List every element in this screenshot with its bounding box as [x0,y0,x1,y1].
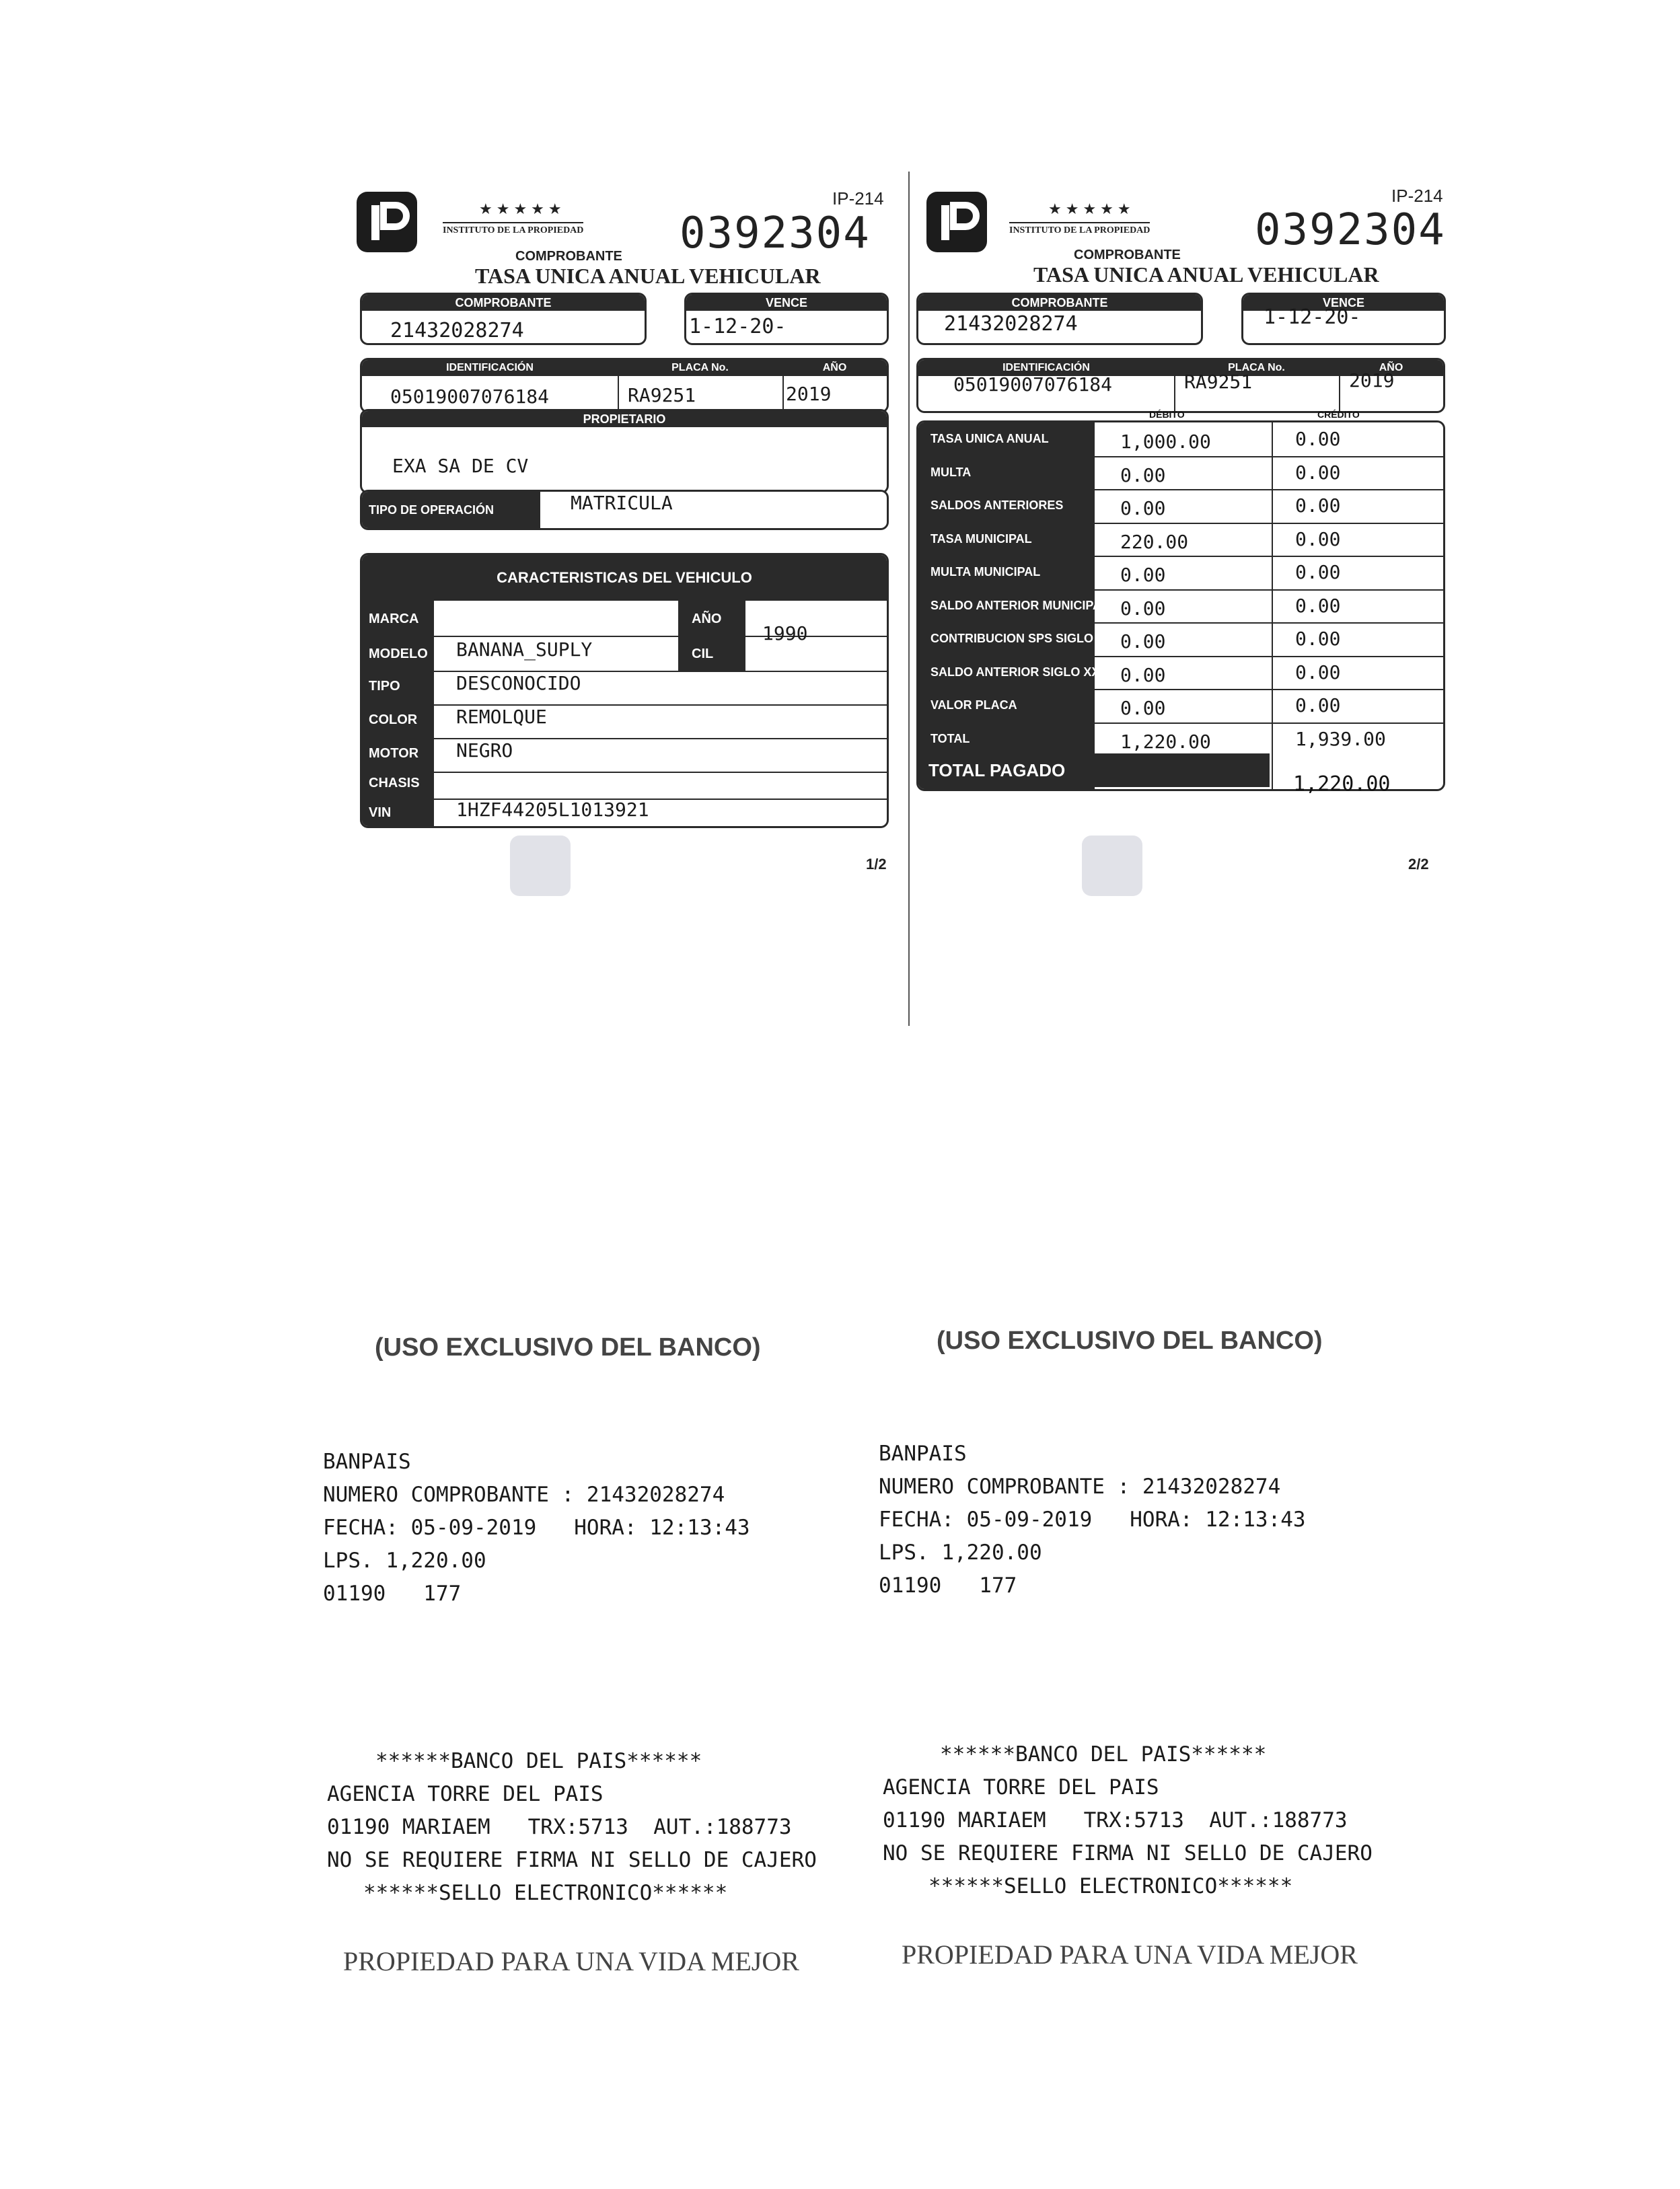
fee-row-credit: 0.00 [1295,528,1341,550]
serial-number: 0392304 [680,209,871,258]
stars-icon: ★★★★★ [479,200,566,217]
ip-logo-icon [357,192,417,252]
receipt-number: NUMERO COMPROBANTE : 21432028274 [323,1483,725,1507]
fee-row-debit: 0.00 [1120,697,1166,719]
tipo-value: DESCONOCIDO [456,672,581,694]
fee-row-debit: 0.00 [1120,464,1166,486]
fee-row-debit: 0.00 [1120,497,1166,519]
fee-row-debit: 1,220.00 [1120,731,1211,753]
receipt-bank-banner: ******BANCO DEL PAIS****** [940,1742,1267,1767]
tipo-operacion-box [360,490,889,530]
fee-row-debit: 0.00 [1120,664,1166,686]
vin-label: VIN [369,805,392,820]
institute-name: INSTITUTO DE LA PROPIEDAD [1009,222,1150,236]
comprobante-value: 21432028274 [390,319,524,342]
identificacion-box [360,358,889,413]
fee-row-credit: 0.00 [1295,428,1341,450]
propietario-label: PROPIETARIO [362,411,887,427]
identificacion-value: 05019007076184 [953,373,1113,396]
credito-label: CRÉDITO [1317,409,1360,420]
receipt-electronic-seal: ******SELLO ELECTRONICO****** [363,1881,728,1905]
propietario-box [360,409,889,494]
modelo-value: BANANA_SUPLY [456,638,593,661]
fee-table [916,420,1445,791]
ano-label: AÑO [1379,362,1403,373]
watermark-logo-icon [510,836,571,896]
page-number: 2/2 [1408,856,1429,873]
comprobante-label: COMPROBANTE [918,295,1201,311]
identificacion-label: IDENTIFICACIÓN [446,362,534,373]
total-pagado-label: TOTAL PAGADO [928,760,1066,780]
form-code: IP-214 [1391,186,1443,206]
comprobante-value: 21432028274 [944,312,1078,336]
marca-label: MARCA [369,611,419,626]
fee-row-credit: 0.00 [1295,561,1341,583]
fee-row-credit: 1,939.00 [1295,728,1386,750]
fee-row-credit: 0.00 [1295,461,1341,484]
fee-row-credit: 0.00 [1295,694,1341,716]
fee-row-credit: 0.00 [1295,628,1341,650]
fee-row-debit: 0.00 [1120,597,1166,620]
fee-row-label: SALDOS ANTERIORES [930,498,1064,512]
caracteristicas-box [360,553,889,828]
placa-value: RA9251 [628,384,696,406]
comprobante-caption: COMPROBANTE [515,249,622,264]
ano-vehiculo-value: 1990 [762,622,808,644]
fee-row-label: SALDO ANTERIOR SIGLO XXI [930,665,1103,679]
document-title: TASA UNICA ANUAL VEHICULAR [1033,262,1379,287]
receipt-date-time: FECHA: 05-09-2019 HORA: 12:13:43 [879,1508,1306,1532]
receipt-agency: AGENCIA TORRE DEL PAIS [327,1782,604,1806]
vence-box [684,293,889,345]
ip-logo-icon [926,192,987,252]
fee-row-label: SALDO ANTERIOR MUNICIPAL [930,599,1109,612]
receipt-transaction: 01190 MARIAEM TRX:5713 AUT.:188773 [327,1815,792,1839]
receipt-amount: LPS. 1,220.00 [879,1541,1042,1565]
vence-value: 1-12-20- [1264,305,1361,329]
receipt-number: NUMERO COMPROBANTE : 21432028274 [879,1475,1281,1499]
fee-row-credit: 0.00 [1295,494,1341,517]
fee-row-debit: 0.00 [1120,564,1166,586]
document-title: TASA UNICA ANUAL VEHICULAR [475,264,821,288]
ano-value: 2019 [786,383,832,405]
slogan-footer: PROPIEDAD PARA UNA VIDA MEJOR [343,1946,799,1976]
modelo-label: MODELO [369,646,428,661]
receipt-signature-note: NO SE REQUIERE FIRMA NI SELLO DE CAJERO [883,1841,1373,1865]
fee-row-label: MULTA MUNICIPAL [930,565,1041,579]
vence-label: VENCE [686,295,887,311]
vence-box [1241,293,1446,345]
ano-vehiculo-label: AÑO [692,611,722,626]
receipt-codes: 01190 177 [323,1582,462,1606]
ano-value: 2019 [1349,369,1395,392]
fee-row-credit: 0.00 [1295,661,1341,683]
fee-row-label: MULTA [930,466,972,479]
receipt-transaction: 01190 MARIAEM TRX:5713 AUT.:188773 [883,1808,1348,1832]
tipo-label: TIPO [369,679,400,694]
bank-name: BANPAIS [879,1442,967,1466]
fee-row-label: VALOR PLACA [930,698,1017,712]
coupon-divider [908,172,910,1026]
fee-row-label: CONTRIBUCION SPS SIGLO XXI [930,632,1117,645]
total-pagado-value: 1,220.00 [1293,772,1391,796]
receipt-amount: LPS. 1,220.00 [323,1549,486,1573]
comprobante-caption: COMPROBANTE [1074,248,1181,262]
fee-row-label: TASA MUNICIPAL [930,532,1032,546]
identificacion-box [916,358,1445,413]
placa-label: PLACA No. [671,362,729,373]
fee-row-debit: 0.00 [1120,630,1166,653]
receipt-signature-note: NO SE REQUIERE FIRMA NI SELLO DE CAJERO [327,1848,817,1872]
cil-label: CIL [692,646,714,661]
chasis-label: CHASIS [369,776,420,790]
caracteristicas-title: CARACTERISTICAS DEL VEHICULO [362,555,887,601]
form-code: IP-214 [832,188,884,209]
propietario-value: EXA SA DE CV [392,455,529,477]
motor-value: NEGRO [456,739,513,762]
bank-use-heading: (USO EXCLUSIVO DEL BANCO) [375,1333,761,1362]
tipo-operacion-value: MATRICULA [571,492,673,514]
identificacion-value: 05019007076184 [390,385,550,408]
fee-row-debit: 220.00 [1120,531,1189,553]
page-number: 1/2 [866,856,887,873]
comprobante-label: COMPROBANTE [362,295,645,311]
color-value: REMOLQUE [456,706,547,728]
slogan-footer: PROPIEDAD PARA UNA VIDA MEJOR [902,1939,1358,1970]
fee-row-label: TASA UNICA ANUAL [930,432,1049,445]
serial-number: 0392304 [1255,205,1446,255]
vence-label: VENCE [1243,295,1444,311]
stars-icon: ★★★★★ [1048,200,1135,217]
tipo-operacion-label: TIPO DE OPERACIÓN [362,492,540,528]
placa-value: RA9251 [1184,371,1253,393]
receipt-codes: 01190 177 [879,1573,1017,1598]
placa-label: PLACA No. [1228,362,1285,373]
receipt-date-time: FECHA: 05-09-2019 HORA: 12:13:43 [323,1516,750,1540]
identificacion-label: IDENTIFICACIÓN [1002,362,1090,373]
comprobante-box [916,293,1203,345]
fee-row-label: TOTAL [930,732,970,745]
ano-label: AÑO [822,362,847,373]
receipt-bank-banner: ******BANCO DEL PAIS****** [375,1749,702,1773]
watermark-logo-icon [1082,836,1142,896]
receipt-electronic-seal: ******SELLO ELECTRONICO****** [928,1874,1293,1898]
color-label: COLOR [369,712,418,727]
motor-label: MOTOR [369,746,419,761]
institute-name: INSTITUTO DE LA PROPIEDAD [443,222,583,236]
vin-value: 1HZF44205L1013921 [456,799,649,821]
comprobante-box [360,293,647,345]
fee-row-debit: 1,000.00 [1120,431,1211,453]
vence-value: 1-12-20- [689,315,787,338]
fee-row-credit: 0.00 [1295,595,1341,617]
bank-name: BANPAIS [323,1450,411,1474]
debito-label: DÉBITO [1149,409,1185,420]
receipt-agency: AGENCIA TORRE DEL PAIS [883,1775,1159,1800]
bank-use-heading: (USO EXCLUSIVO DEL BANCO) [937,1327,1323,1355]
